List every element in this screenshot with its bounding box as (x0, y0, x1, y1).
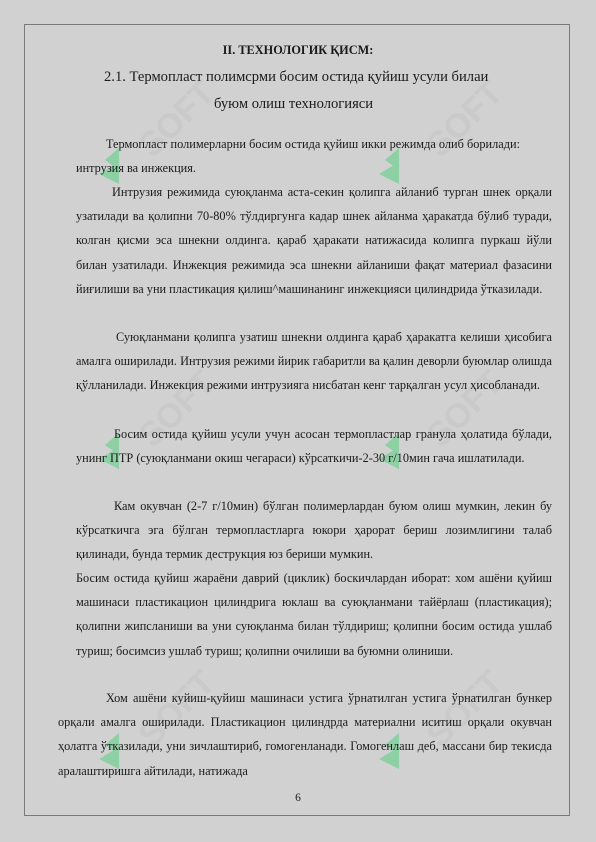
paragraph-6: Босим остида қуйиш жараёни даврий (циклик) боскичлардан иборат: хом ашёни қуйиш машинаси пластикацион цилиндрига юклаш ва суюқланмани тайёрлаш (пластикация); қолипни жипсланиши ва уни суюқланма билан тўлдириш; қолипни босим остида ушлаб туриш; босимсиз ушлаб туриш; қолипни очилиши ва буюмни олиниши. (76, 571, 552, 658)
paragraph-4: Босим остида қуйиш усули учун асосан термопластлар гранула ҳолатида бўлади, унинг ПТР (суюқланмани окиш чегараси) кўрсаткичи-2-30 г/10мин гача ишлатилади. (76, 427, 552, 466)
watermark-text: SOFT (419, 73, 511, 165)
paragraph-1: Термопласт полимерларни босим остида қуйиш икки режимда олиб борилади: интрузия ва инжекция. (76, 137, 520, 176)
page-number: 6 (295, 792, 301, 804)
watermark-text: SOFT (419, 663, 511, 755)
subsection-title-line1: 2.1. Термопласт полимсрми босим остида қуйиш усули билаи (104, 69, 489, 85)
watermark-text: SOFT (419, 363, 511, 455)
paragraph-7: Хом ашёни куйиш-қуйиш машинаси устига ўрнатилган устига ўрнатилган бункер орқали амалга оширилади. Пластикацион цилиндрда материални иситиш орқали окувчан ҳолатга ўтказилади, уни зичлаштириб, гомогенланади. Гомогенлаш деб, массани бир текисда аралаштиришга айтилади, натижада (58, 691, 552, 778)
watermark-text: SOFT (131, 73, 223, 165)
section-heading: II. ТЕХНОЛОГИК ҚИСМ: (222, 43, 374, 57)
paragraph-2: Интрузия режимида суюқланма аста-секин қолипга айланиб турган шнек орқали узатилади ва қолипни 70-80% тўлдиргунга кадар шнек айланма ҳаракатда бўлиб туради, колган қисми эса шнекни олдинга. қараб ҳаракати натижасида колипга пуркаш йўли билан узатилади. Инжекция режимида эса шнекни айланиши фақат материал фазасини йиғилиши ва уни пластикация қилиш^машинанинг инжекцияси цилиндрида ўтказилади. (76, 185, 552, 296)
paragraph-3: Суюқланмани қолипга узатиш шнекни олдинга қараб ҳаракатга келиши ҳисобига амалга оширилади. Интрузия режими йирик габаритли ва қалин деворли буюмлар олишда қўлланилади. Инжекция режими интрузияга нисбатан кенг тарқалган усул ҳисобланади. (76, 330, 552, 393)
watermark-text: SOFT (131, 663, 223, 755)
watermark-text: SOFT (131, 363, 223, 455)
paragraph-5: Кам окувчан (2-7 г/10мин) бўлган полимерлардан буюм олиш мумкин, лекин бу кўрсаткичга эга бўлган термопластларга юкори ҳарорат бериш лозимлигини талаб қилинади, бунда термик деструкция юз бериши мумкин. (76, 499, 552, 562)
subsection-title-line2: буюм олиш технологияси (214, 96, 374, 112)
